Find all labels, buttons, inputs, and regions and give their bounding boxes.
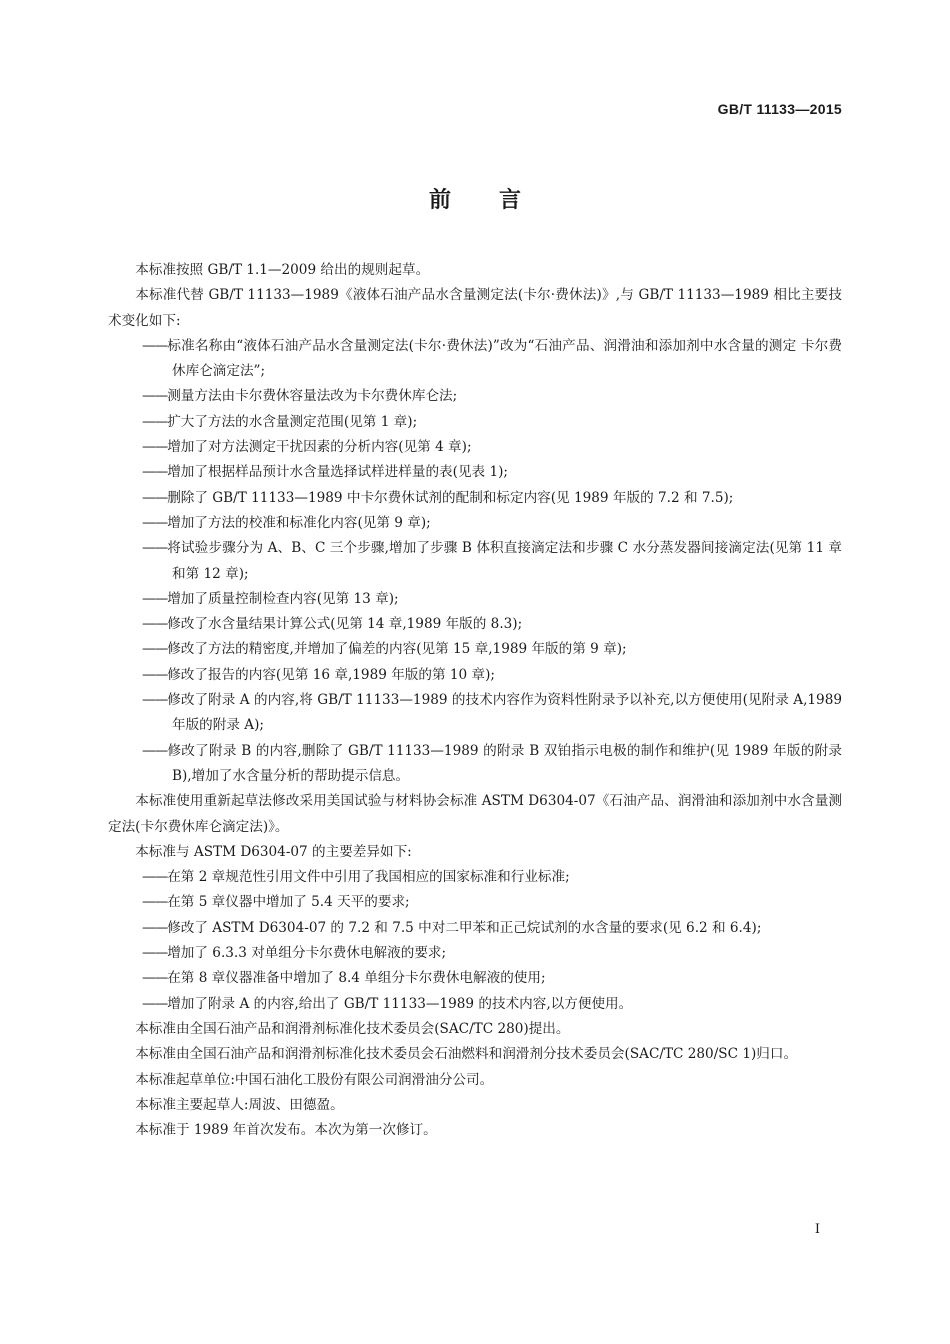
paragraph-text: 修改了附录 A 的内容,将 GB/T 11133—1989 的技术内容作为资料性附录予以补充,以方便使用(见附录 A,1989 年版的附录 A);: [167, 692, 842, 734]
list-dash: ——: [142, 616, 168, 633]
list-dash: ——: [142, 388, 168, 405]
paragraph: [108, 258, 842, 283]
list-dash: ——: [142, 742, 168, 759]
list-item: [108, 916, 842, 941]
paragraph-text: 本标准起草单位:中国石油化工股份有限公司润滑油分公司。: [135, 1071, 494, 1088]
paragraph-text: 修改了报告的内容(见第 16 章,1989 年版的第 10 章);: [167, 666, 495, 683]
paragraph-text: 测量方法由卡尔费休容量法改为卡尔费休库仑法;: [167, 388, 458, 405]
paragraph-text: 增加了方法的校准和标准化内容(见第 9 章);: [167, 514, 431, 531]
paragraph: [108, 1118, 842, 1143]
list-item: [108, 992, 842, 1017]
list-item: [108, 890, 842, 915]
paragraph-text: 将试验步骤分为 A、B、C 三个步骤,增加了步骤 B 体积直接滴定法和步骤 C 水分蒸发器间接滴定法(见第 11 章和第 12 章);: [167, 540, 842, 582]
foreword-body: [108, 258, 842, 1143]
list-item: [108, 637, 842, 662]
list-dash: ——: [142, 514, 168, 531]
list-dash: ——: [142, 337, 168, 354]
page-number: I: [814, 1222, 820, 1237]
list-item: [108, 460, 842, 485]
paragraph-text: 本标准由全国石油产品和润滑剂标准化技术委员会石油燃料和润滑剂分技术委员会(SAC/TC 280/SC 1)归口。: [135, 1046, 798, 1063]
list-item: [108, 435, 842, 460]
paragraph-text: 本标准由全国石油产品和润滑剂标准化技术委员会(SAC/TC 280)提出。: [135, 1020, 570, 1037]
list-item: [108, 410, 842, 435]
list-item: [108, 384, 842, 409]
list-dash: ——: [142, 540, 168, 557]
list-dash: ——: [142, 919, 168, 936]
paragraph-text: 删除了 GB/T 11133—1989 中卡尔费休试剂的配制和标定内容(见 1989 年版的 7.2 和 7.5);: [167, 489, 734, 506]
list-item: [108, 587, 842, 612]
paragraph-text: 增加了 6.3.3 对单组分卡尔费休电解液的要求;: [167, 945, 447, 962]
paragraph-text: 本标准主要起草人:周波、田德盈。: [135, 1096, 344, 1113]
paragraph-text: 本标准按照 GB/T 1.1—2009 给出的规则起草。: [135, 262, 430, 278]
list-dash: ——: [142, 692, 168, 709]
list-dash: ——: [142, 641, 168, 658]
paragraph: [108, 1017, 842, 1042]
list-item: [108, 739, 842, 790]
paragraph-text: 扩大了方法的水含量测定范围(见第 1 章);: [167, 413, 418, 430]
paragraph-text: 增加了根据样品预计水含量选择试样进样量的表(见表 1);: [167, 464, 508, 481]
document-code: GB/T 11133—2015: [717, 101, 842, 117]
paragraph-text: 标准名称由“液体石油产品水含量测定法(卡尔·费休法)”改为“石油产品、润滑油和添加剂中水含量的测定 卡尔费休库仑滴定法”;: [167, 337, 842, 380]
list-item: [108, 688, 842, 739]
paragraph: [108, 283, 842, 334]
page-title: 前言: [428, 187, 569, 213]
list-dash: ——: [142, 869, 168, 886]
list-item: [108, 486, 842, 511]
paragraph-text: 本标准于 1989 年首次发布。本次为第一次修订。: [135, 1122, 437, 1139]
paragraph: [108, 789, 842, 840]
list-item: [108, 536, 842, 587]
paragraph-text: 本标准与 ASTM D6304-07 的主要差异如下:: [135, 843, 412, 860]
list-dash: ——: [142, 995, 168, 1012]
paragraph-text: 增加了附录 A 的内容,给出了 GB/T 11133—1989 的技术内容,以方便使用。: [167, 995, 633, 1012]
list-dash: ——: [142, 970, 168, 987]
list-dash: ——: [142, 464, 168, 481]
list-item: [108, 941, 842, 966]
paragraph-text: 修改了 ASTM D6304-07 的 7.2 和 7.5 中对二甲苯和正己烷试剂的水含量的要求(见 6.2 和 6.4);: [167, 919, 762, 936]
list-dash: ——: [142, 489, 168, 506]
paragraph-text: 增加了质量控制检查内容(见第 13 章);: [167, 590, 399, 607]
list-item: [108, 663, 842, 688]
list-item: [108, 966, 842, 991]
list-dash: ——: [142, 413, 168, 430]
paragraph-text: 修改了附录 B 的内容,删除了 GB/T 11133—1989 的附录 B 双铂指示电极的制作和维护(见 1989 年版的附录 B),增加了水含量分析的帮助提示信息。: [167, 742, 842, 784]
paragraph: [108, 1093, 842, 1118]
list-dash: ——: [142, 894, 168, 911]
list-dash: ——: [142, 945, 168, 962]
paragraph-text: 在第 8 章仪器准备中增加了 8.4 单组分卡尔费休电解液的使用;: [167, 970, 546, 987]
paragraph-text: 本标准使用重新起草法修改采用美国试验与材料协会标准 ASTM D6304-07《石油产品、润滑油和添加剂中水含量测定法(卡尔费休库仑滴定法)》。: [108, 793, 842, 835]
paragraph-text: 增加了对方法测定干扰因素的分析内容(见第 4 章);: [167, 439, 472, 456]
list-dash: ——: [142, 590, 168, 607]
list-dash: ——: [142, 666, 168, 683]
paragraph: [108, 840, 842, 865]
list-dash: ——: [142, 439, 168, 456]
paragraph: [108, 1042, 842, 1067]
list-item: [108, 865, 842, 890]
list-item: [108, 334, 842, 385]
paragraph: [108, 1068, 842, 1093]
list-item: [108, 511, 842, 536]
paragraph-text: 本标准代替 GB/T 11133—1989《液体石油产品水含量测定法(卡尔·费休法)》,与 GB/T 11133—1989 相比主要技术变化如下:: [108, 287, 842, 329]
list-item: [108, 612, 842, 637]
paragraph-text: 在第 2 章规范性引用文件中引用了我国相应的国家标准和行业标准;: [167, 869, 570, 886]
paragraph-text: 在第 5 章仪器中增加了 5.4 天平的要求;: [167, 894, 410, 911]
paragraph-text: 修改了水含量结果计算公式(见第 14 章,1989 年版的 8.3);: [167, 616, 523, 633]
paragraph-text: 修改了方法的精密度,并增加了偏差的内容(见第 15 章,1989 年版的第 9 章);: [167, 641, 627, 658]
